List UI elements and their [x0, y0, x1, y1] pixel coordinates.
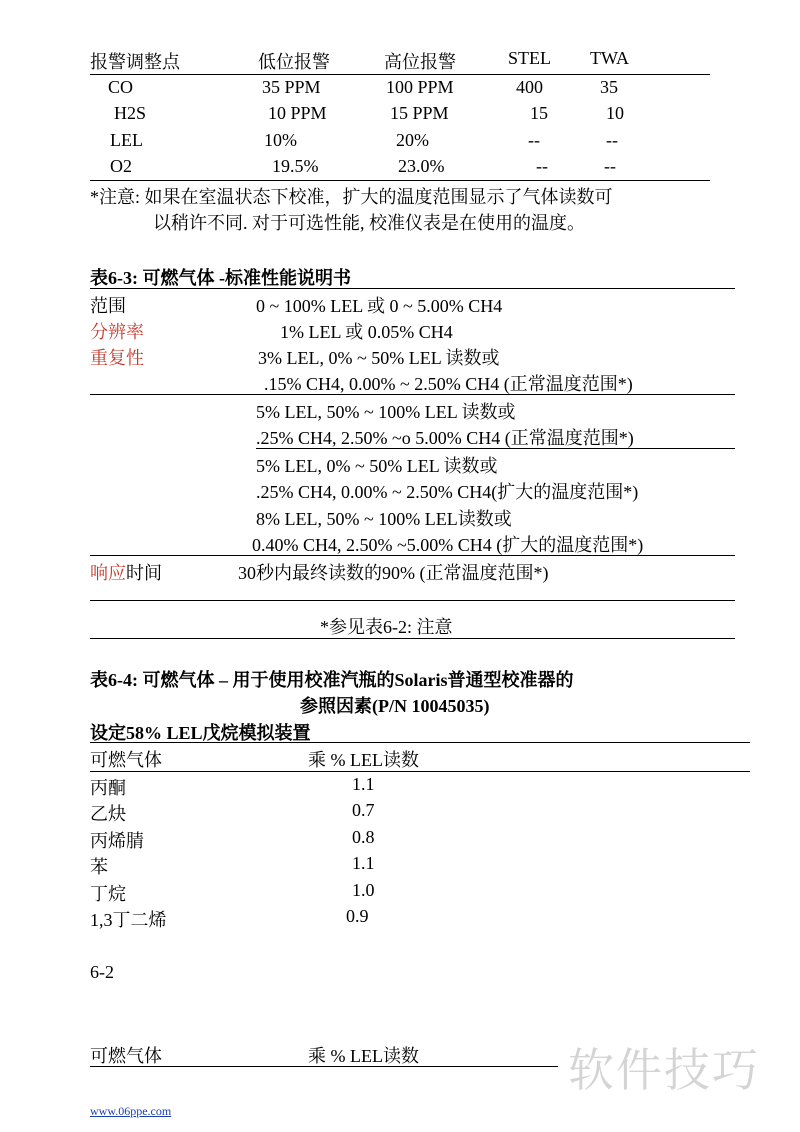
- table63-response-label-red: 响应: [90, 563, 126, 583]
- table64-gas: 丙烯腈: [90, 831, 144, 851]
- table63-repeat-line: 3% LEL, 0% ~ 50% LEL 读数或: [258, 348, 500, 368]
- table63-range-value: 0 ~ 100% LEL 或 0 ~ 5.00% CH4: [256, 296, 503, 316]
- table63-rule: [90, 600, 735, 601]
- alarm-row-stel: 15: [530, 103, 548, 123]
- table64-col2-header: 乘 % LEL读数: [308, 750, 419, 770]
- alarm-row-twa: --: [606, 130, 618, 150]
- table64-factor: 1.1: [352, 774, 375, 794]
- footer-link[interactable]: www.06ppe.com: [90, 1104, 172, 1118]
- table64-factor: 0.9: [346, 906, 369, 926]
- alarm-header-2: 低位报警: [258, 52, 330, 72]
- table63-range-label: 范围: [90, 296, 126, 316]
- alarm-row-stel: 400: [516, 77, 543, 97]
- table63-resolution-label: 分辨率: [90, 322, 144, 342]
- table64-title-line1: 表6-4: 可燃气体 – 用于使用校准汽瓶的Solaris普通型校准器的: [90, 670, 574, 690]
- table64-factor: 1.1: [352, 853, 375, 873]
- alarm-row-twa: 35: [600, 77, 618, 97]
- alarm-header-1: 报警调整点: [90, 52, 180, 72]
- table63-repeat-line: .25% CH4, 0.00% ~ 2.50% CH4(扩大的温度范围*): [256, 482, 639, 502]
- alarm-row-high: 20%: [396, 130, 429, 150]
- alarm-row-gas: H2S: [114, 103, 147, 123]
- alarm-row-gas: LEL: [110, 130, 143, 150]
- table63-rule: [90, 394, 735, 395]
- alarm-bottom-rule: [90, 180, 710, 181]
- alarm-header-rule: [90, 74, 710, 75]
- table63-rule: [256, 448, 735, 449]
- alarm-row-twa: --: [604, 156, 616, 176]
- table63-repeat-line: 0.40% CH4, 2.50% ~5.00% CH4 (扩大的温度范围*): [252, 535, 644, 555]
- table64-title-line2: 参照因素(P/N 10045035): [300, 696, 490, 716]
- alarm-row-twa: 10: [606, 103, 624, 123]
- alarm-row-low: 19.5%: [272, 156, 319, 176]
- repeat-header-rule: [90, 1066, 558, 1067]
- table63-response-value: 30秒内最终读数的90% (正常温度范围*): [238, 563, 549, 583]
- alarm-row-high: 15 PPM: [390, 103, 449, 123]
- repeat-col1-header: 可燃气体: [90, 1046, 162, 1066]
- alarm-header-4: STEL: [508, 48, 551, 68]
- alarm-note-line2: 以稍许不同. 对于可选性能, 校准仪表是在使用的温度。: [153, 213, 585, 233]
- table64-setting: 设定58% LEL戊烷模拟装置: [90, 723, 311, 743]
- table63-repeat-line: .15% CH4, 0.00% ~ 2.50% CH4 (正常温度范围*): [264, 374, 633, 394]
- alarm-header-3: 高位报警: [384, 52, 456, 72]
- table63-repeat-line: 5% LEL, 50% ~ 100% LEL 读数或: [256, 402, 516, 422]
- alarm-row-stel: --: [536, 156, 548, 176]
- alarm-row-high: 100 PPM: [386, 77, 454, 97]
- table63-footnote: *参见表6-2: 注意: [320, 617, 453, 637]
- alarm-row-low: 10 PPM: [268, 103, 327, 123]
- table63-title: 表6-3: 可燃气体 -标准性能说明书: [90, 268, 351, 288]
- table64-gas: 丙酮: [90, 778, 126, 798]
- table63-repeat-line: 5% LEL, 0% ~ 50% LEL 读数或: [256, 456, 498, 476]
- table64-gas: 乙炔: [90, 804, 126, 824]
- table64-rule: [90, 771, 750, 772]
- repeat-col2-header: 乘 % LEL读数: [308, 1046, 419, 1066]
- table63-repeat-label: 重复性: [90, 348, 144, 368]
- table63-response-label: [90, 559, 162, 585]
- alarm-row-low: 10%: [264, 130, 297, 150]
- watermark-text: 软件技巧: [568, 1043, 760, 1097]
- alarm-row-stel: --: [528, 130, 540, 150]
- alarm-header-5: TWA: [590, 48, 629, 68]
- table64-gas: 丁烷: [90, 884, 126, 904]
- table64-col1-header: 可燃气体: [90, 750, 162, 770]
- table63-response-label-rest: 时间: [126, 563, 162, 583]
- table63-bottom-rule: [90, 638, 735, 639]
- table63-rule: [90, 555, 735, 556]
- table64-factor: 1.0: [352, 880, 375, 900]
- table63-resolution-value: 1% LEL 或 0.05% CH4: [280, 322, 453, 342]
- table64-factor: 0.8: [352, 827, 375, 847]
- alarm-row-gas: CO: [108, 77, 134, 97]
- alarm-row-gas: O2: [110, 156, 132, 176]
- table64-rule: [90, 742, 750, 743]
- table64-gas: 苯: [90, 857, 108, 877]
- table63-repeat-line: .25% CH4, 2.50% ~o 5.00% CH4 (正常温度范围*): [256, 428, 634, 448]
- table63-title-rule: [90, 288, 735, 289]
- table64-gas: 1,3丁二烯: [90, 910, 167, 930]
- alarm-row-low: 35 PPM: [262, 77, 321, 97]
- table63-repeat-line: 8% LEL, 50% ~ 100% LEL读数或: [256, 509, 512, 529]
- alarm-note-line1: *注意: 如果在室温状态下校准，扩大的温度范围显示了气体读数可: [90, 187, 613, 207]
- alarm-row-high: 23.0%: [398, 156, 445, 176]
- page-number: 6-2: [90, 962, 114, 982]
- table64-factor: 0.7: [352, 800, 375, 820]
